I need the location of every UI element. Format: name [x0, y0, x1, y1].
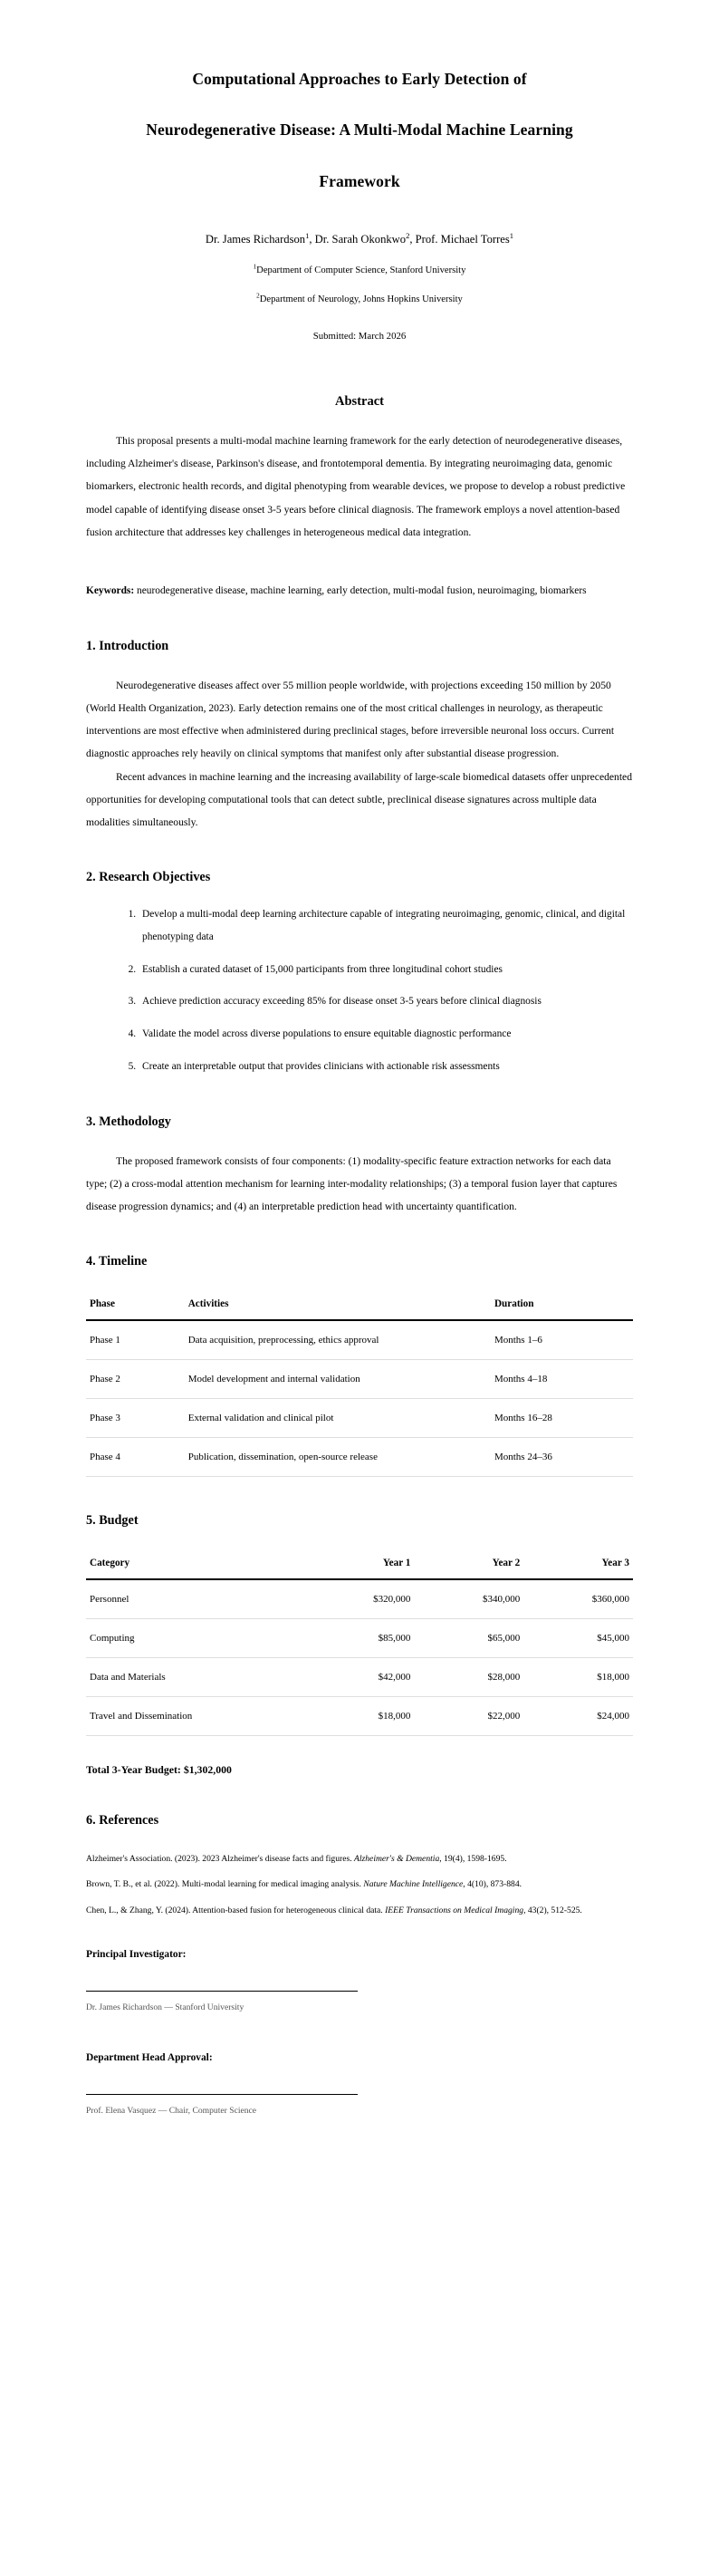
table-row [86, 1696, 633, 1735]
budget-total: Total 3-Year Budget: $1,302,000 [86, 1762, 232, 1776]
cell-year-1: $42,000 [305, 1657, 415, 1696]
reference-text-pre: Chen, L., & Zhang, Y. (2024). Attention-based fusion for heterogeneous clinical data. [86, 1905, 386, 1915]
abstract-heading: Abstract [335, 394, 384, 410]
signature-label-pi: Principal Investigator: [86, 1949, 187, 1961]
methodology-paragraph: The proposed framework consists of four components: (1) modality-specific feature extraction networks for each data type; (2) a cross-modal attention mechanism for learning inter-modality relationships; (3) a temporal fusion layer that captures disease progression dynamics; and (4) an interpretable prediction head with uncertainty quantification. [86, 1154, 618, 1212]
cell-category: Personnel [86, 1579, 305, 1619]
cell-phase: Phase 3 [86, 1398, 185, 1437]
signature-line-pi [86, 1991, 358, 1992]
introduction-paragraph-2: Recent advances in machine learning and the increasing availability of large-scale biomedical datasets offer unprecedented opportunities for developing computational tools that can detect subtle, preclinical disease signatures across multiple data modalities simultaneously. [86, 770, 632, 828]
column-header-activities: Activities [185, 1293, 491, 1320]
cell-year-3: $45,000 [523, 1618, 633, 1657]
cell-phase: Phase 4 [86, 1437, 185, 1476]
signature-block-pi [86, 1949, 633, 2012]
heading-methodology: 3. Methodology [86, 1114, 171, 1129]
cell-duration: Months 24–36 [491, 1437, 633, 1476]
signature-caption-pi: Dr. James Richardson — Stanford University [86, 2002, 244, 2013]
signature-block-department-head [86, 2052, 633, 2116]
reference-journal: IEEE Transactions on Medical Imaging [385, 1905, 524, 1915]
cell-year-3: $360,000 [523, 1579, 633, 1619]
reference-text-pre: Brown, T. B., et al. (2022). Multi-modal learning for medical imaging analysis. [86, 1879, 364, 1890]
author-list [86, 230, 633, 248]
cell-year-2: $22,000 [414, 1696, 523, 1735]
reference-journal: Nature Machine Intelligence [363, 1879, 464, 1890]
cell-phase: Phase 1 [86, 1320, 185, 1360]
title-line-1: Computational Approaches to Early Detection of [192, 70, 527, 88]
cell-year-1: $18,000 [305, 1696, 415, 1735]
abstract-text: This proposal presents a multi-modal machine learning framework for the early detection of neurodegenerative diseases, including Alzheimer's disease, Parkinson's disease, and frontotemporal dementia. By integrating neuroimaging data, genomic biomarkers, electronic health records, and digital phenotyping from wearable devices, we propose to develop a robust predictive model capable of identifying disease onset 3-5 years before clinical diagnosis. The framework employs a novel attention-based fusion architecture that addresses key challenges in heterogeneous medical data integration. [86, 435, 626, 538]
affiliation-1-marker: 1 [253, 263, 257, 271]
cell-phase: Phase 2 [86, 1359, 185, 1398]
affiliation-1 [86, 264, 633, 279]
table-row [86, 1657, 633, 1696]
column-header-duration: Duration [491, 1293, 633, 1320]
table-header-row [86, 1293, 633, 1320]
reference-item [86, 1852, 633, 1867]
cell-activities: Data acquisition, preprocessing, ethics approval [185, 1320, 491, 1360]
references-list [86, 1852, 633, 1919]
affiliation-2-marker: 2 [256, 292, 260, 300]
reference-item [86, 1904, 633, 1919]
reference-text-pre: Alzheimer's Association. (2023). 2023 Alzheimer's disease facts and figures. [86, 1853, 354, 1864]
author-3: , Prof. Michael Torres [409, 233, 510, 246]
reference-text-post: , 4(10), 873-884. [463, 1879, 522, 1890]
cell-category: Computing [86, 1618, 305, 1657]
table-row [86, 1579, 633, 1619]
column-header-year-3: Year 3 [523, 1552, 633, 1579]
title-line-3: Framework [319, 171, 400, 190]
table-row [86, 1618, 633, 1657]
cell-year-1: $320,000 [305, 1579, 415, 1619]
cell-duration: Months 4–18 [491, 1359, 633, 1398]
cell-year-3: $24,000 [523, 1696, 633, 1735]
budget-table [86, 1552, 633, 1736]
column-header-year-1: Year 1 [305, 1552, 415, 1579]
signature-caption-department-head: Prof. Elena Vasquez — Chair, Computer Science [86, 2106, 257, 2117]
objective-item: 4. Validate the model across diverse populations to ensure equitable diagnostic performance [139, 1023, 633, 1046]
heading-budget: 5. Budget [86, 1512, 139, 1528]
affiliation-2-text: Department of Neurology, Johns Hopkins University [259, 294, 463, 305]
cell-year-3: $18,000 [523, 1657, 633, 1696]
cell-category: Travel and Dissemination [86, 1696, 305, 1735]
signature-label-department-head: Department Head Approval: [86, 2052, 213, 2064]
column-header-year-2: Year 2 [414, 1552, 523, 1579]
title-line-2: Neurodegenerative Disease: A Multi-Modal Machine Learning [146, 121, 573, 140]
table-row [86, 1398, 633, 1437]
heading-research-objectives: 2. Research Objectives [86, 870, 211, 885]
heading-timeline: 4. Timeline [86, 1253, 148, 1269]
cell-year-2: $65,000 [414, 1618, 523, 1657]
table-row [86, 1437, 633, 1476]
document-title [86, 60, 633, 200]
author-2-affiliation-marker: 2 [406, 230, 410, 240]
introduction-paragraph-1: Neurodegenerative diseases affect over 55 million people worldwide, with projections exceeding 150 million by 2050 (World Health Organization, 2023). Early detection remains one of the most critical challenges in neurology, as therapeutic interventions are most effective when administered during preclinical stages, before irreversible neuronal loss occurs. Current diagnostic approaches rely heavily on clinical symptoms that manifest only after substantial disease progression. [86, 679, 615, 760]
cell-activities: External validation and clinical pilot [185, 1398, 491, 1437]
table-row [86, 1320, 633, 1360]
cell-year-2: $28,000 [414, 1657, 523, 1696]
keywords-line [86, 580, 633, 603]
affiliation-2 [86, 293, 633, 308]
cell-year-2: $340,000 [414, 1579, 523, 1619]
objective-item: 1. Develop a multi-modal deep learning architecture capable of integrating neuroimaging, genomic, clinical, and digital phenotyping data [139, 903, 633, 949]
affiliation-1-text: Department of Computer Science, Stanford University [256, 265, 466, 276]
timeline-table [86, 1293, 633, 1477]
heading-references: 6. References [86, 1812, 159, 1828]
objective-item: 3. Achieve prediction accuracy exceeding 85% for disease onset 3-5 years before clinical diagnosis [139, 990, 633, 1013]
cell-activities: Model development and internal validation [185, 1359, 491, 1398]
column-header-category: Category [86, 1552, 305, 1579]
objective-item: 5. Create an interpretable output that provides clinicians with actionable risk assessments [139, 1056, 633, 1078]
reference-text-post: , 19(4), 1598-1695. [439, 1853, 507, 1864]
keywords-label: Keywords: [86, 584, 135, 596]
cell-activities: Publication, dissemination, open-source release [185, 1437, 491, 1476]
cell-duration: Months 16–28 [491, 1398, 633, 1437]
keywords-values: neurodegenerative disease, machine learning, early detection, multi-modal fusion, neuroimaging, biomarkers [134, 584, 587, 596]
cell-duration: Months 1–6 [491, 1320, 633, 1360]
submission-date: Submitted: March 2026 [312, 331, 407, 343]
cell-year-1: $85,000 [305, 1618, 415, 1657]
author-1-affiliation-marker: 1 [305, 230, 310, 240]
reference-journal: Alzheimer's & Dementia [354, 1853, 440, 1864]
author-2: , Dr. Sarah Okonkwo [309, 233, 407, 246]
cell-category: Data and Materials [86, 1657, 305, 1696]
author-3-affiliation-marker: 1 [509, 230, 514, 240]
table-header-row [86, 1552, 633, 1579]
table-row [86, 1359, 633, 1398]
reference-text-post: , 43(2), 512-525. [523, 1905, 582, 1915]
column-header-phase: Phase [86, 1293, 185, 1320]
objectives-list [86, 903, 633, 1078]
author-1: Dr. James Richardson [205, 233, 306, 246]
signature-line-department-head [86, 2094, 358, 2095]
heading-introduction: 1. Introduction [86, 638, 169, 653]
objective-item: 2. Establish a curated dataset of 15,000 participants from three longitudinal cohort studies [139, 959, 633, 981]
reference-item [86, 1877, 633, 1893]
